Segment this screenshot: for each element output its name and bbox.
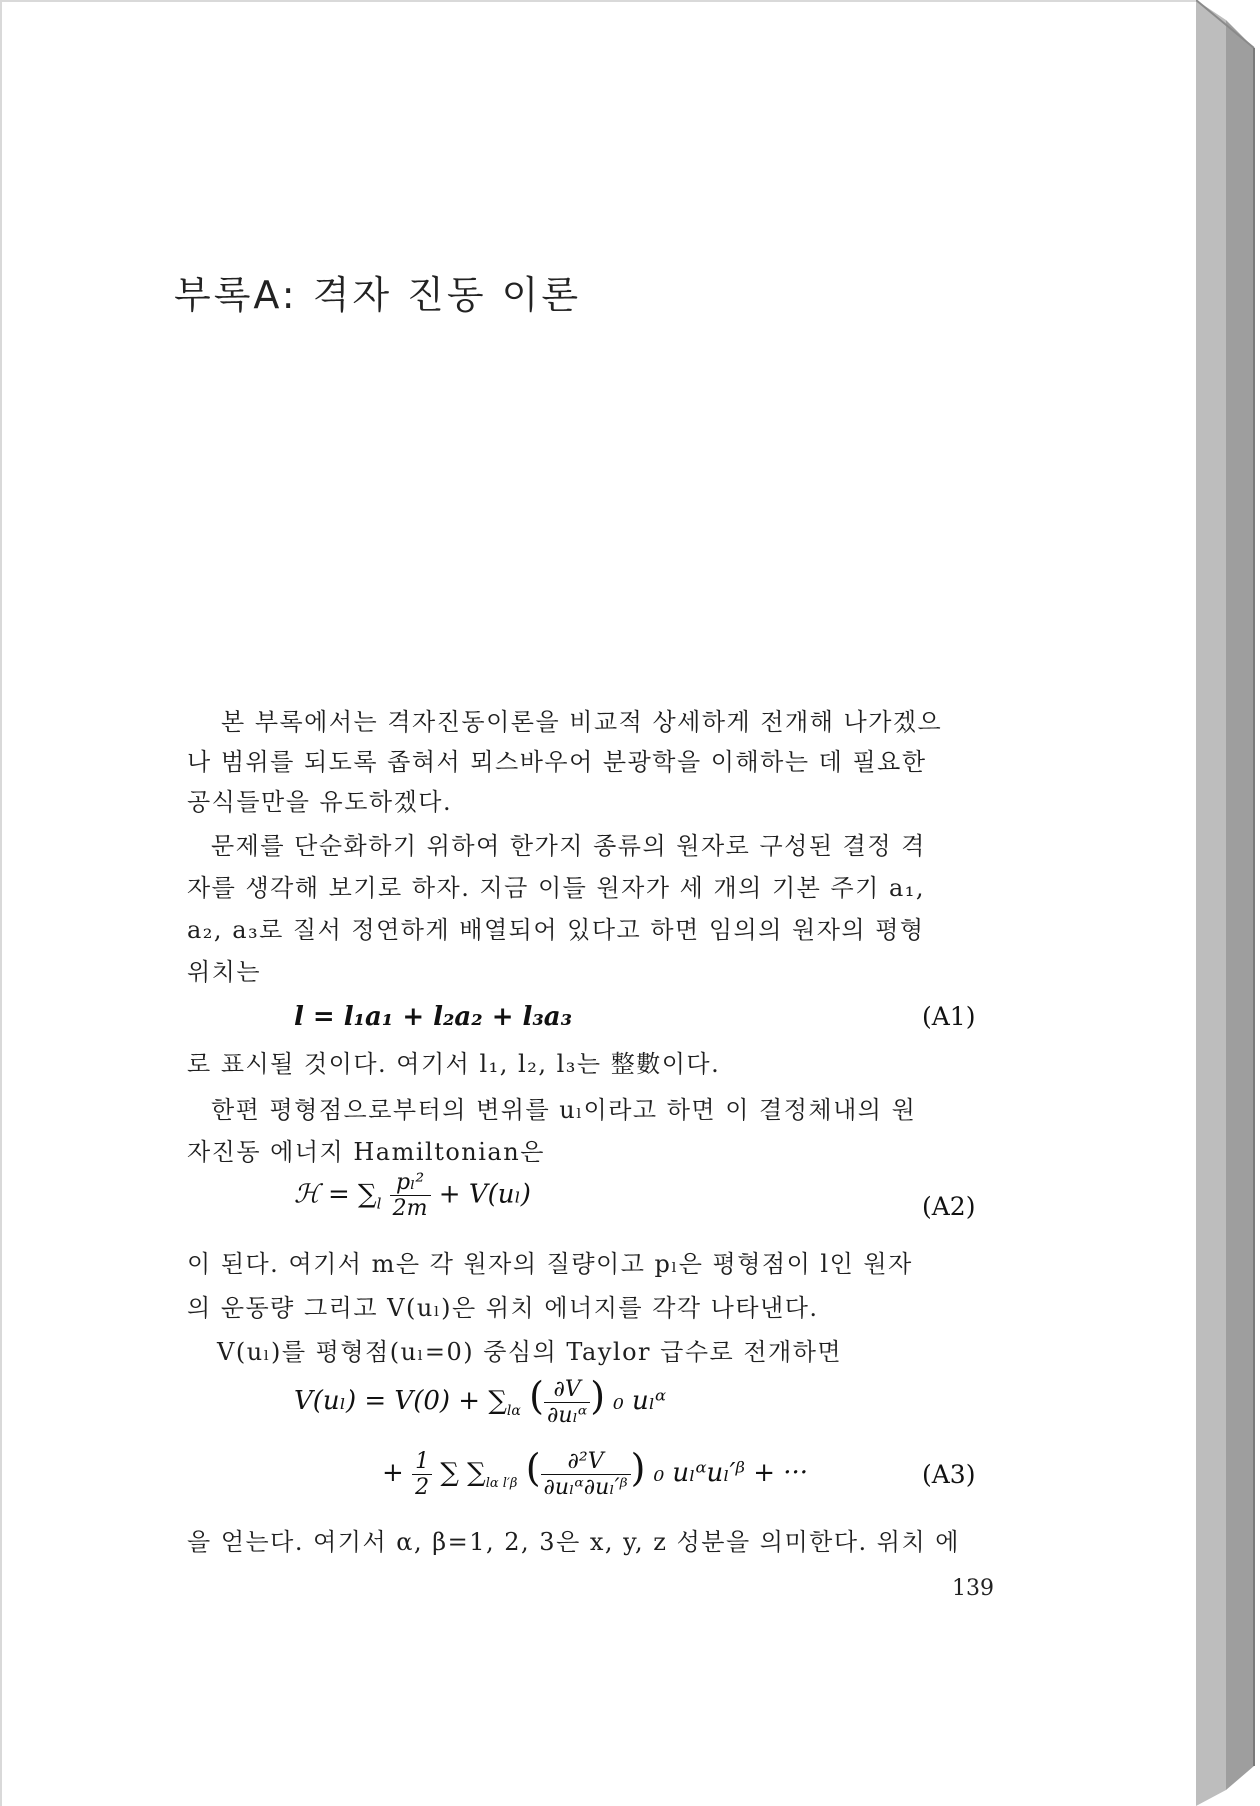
eq-a3-l2-fden: ∂uₗᵅ∂uₗ′ᵝ	[543, 1474, 628, 1500]
equation-label-a3: (A3)	[922, 1460, 976, 1489]
eq-a3-l2-fnum: ∂²V	[541, 1449, 631, 1475]
eq-a2-rest: + V(uₗ)	[438, 1179, 531, 1210]
eq-a2-num: pₗ²	[390, 1170, 431, 1196]
eq-a2-lhs: ℋ = ∑	[294, 1179, 377, 1210]
eq-a2-sub: l	[376, 1194, 382, 1213]
text-line: 나 범위를 되도록 좁혀서 뫼스바우어 분광학을 이해하는 데 필요한	[187, 748, 927, 776]
eq-a3-l1-sub: lα	[506, 1403, 521, 1420]
text-line: 공식들만을 유도하겠다.	[187, 788, 453, 816]
book-spine-edge	[1196, 0, 1260, 1806]
eq-a3-l1-fraction	[544, 1377, 590, 1428]
eq-a3-l2-sums: ∑ ∑	[440, 1458, 486, 1488]
text-line: 의 운동량 그리고 V(uₗ)은 위치 에너지를 각각 나타낸다.	[187, 1294, 819, 1322]
eq-a3-l2-sub: lα l′β	[485, 1476, 518, 1492]
text-line: 이 된다. 여기서 m은 각 원자의 질량이고 pₗ은 평형점이 l인 원자	[187, 1250, 913, 1278]
text-line: V(uₗ)를 평형점(uₗ=0) 중심의 Taylor 급수로 전개하면	[217, 1338, 843, 1366]
equation-label-a2: (A2)	[922, 1192, 976, 1221]
eq-a2-den: 2m	[392, 1196, 428, 1221]
equation-label-a1: (A1)	[922, 1002, 976, 1031]
text-line: 로 표시될 것이다. 여기서 l₁, l₂, l₃는 整數이다.	[187, 1050, 721, 1078]
eq-a3-l2-den: 2	[415, 1474, 430, 1500]
left-paren: (	[529, 1374, 544, 1418]
right-paren: )	[590, 1374, 606, 1418]
page-number: 139	[952, 1576, 994, 1601]
text-line: 자진동 에너지 Hamiltonian은	[187, 1138, 545, 1166]
eq-a3-l1-rest: ₀ uₗᵅ	[613, 1386, 667, 1416]
eq-a3-l2-rest: ₀ uₗᵅuₗ′ᵝ + ···	[653, 1458, 809, 1488]
eq-a3-l2-half	[412, 1449, 432, 1500]
eq-a2-fraction	[390, 1170, 431, 1221]
text-line: 위치는	[187, 958, 262, 986]
equation-a1: l = l₁a₁ + l₂a₂ + l₃a₃	[294, 1002, 573, 1032]
text-line: 을 얻는다. 여기서 α, β=1, 2, 3은 x, y, z 성분을 의미한다. 위치 에	[187, 1528, 960, 1556]
page-title: 부록A: 격자 진동 이론	[174, 273, 582, 317]
eq-a3-l1-num: ∂V	[544, 1377, 590, 1403]
eq-a3-l1-lhs: V(uₗ) = V(0) + ∑	[294, 1386, 507, 1416]
eq-a3-l1-den: ∂uₗᵅ	[546, 1402, 588, 1428]
eq-a3-l2-fraction	[541, 1449, 631, 1500]
left-paren: (	[525, 1446, 541, 1490]
equation-a2	[294, 1170, 531, 1221]
equation-a3-line2	[382, 1446, 808, 1500]
page-edge-shadow	[1196, 0, 1260, 1806]
text-line: 본 부록에서는 격자진동이론을 비교적 상세하게 전개해 나가겠으	[221, 708, 943, 736]
text-line: 문제를 단순화하기 위하여 한가지 종류의 원자로 구성된 결정 격	[211, 832, 926, 860]
equation-a3-line1	[294, 1374, 666, 1428]
text-line: 자를 생각해 보기로 하자. 지금 이들 원자가 세 개의 기본 주기 a₁,	[187, 874, 926, 902]
eq-a3-l2-plus: +	[382, 1458, 404, 1488]
text-line: a₂, a₃로 질서 정연하게 배열되어 있다고 하면 임의의 원자의 평형	[187, 916, 925, 944]
text-line: 한편 평형점으로부터의 변위를 uₗ이라고 하면 이 결정체내의 원	[211, 1096, 917, 1124]
right-paren: )	[630, 1446, 646, 1490]
eq-a3-l2-num: 1	[412, 1449, 432, 1475]
